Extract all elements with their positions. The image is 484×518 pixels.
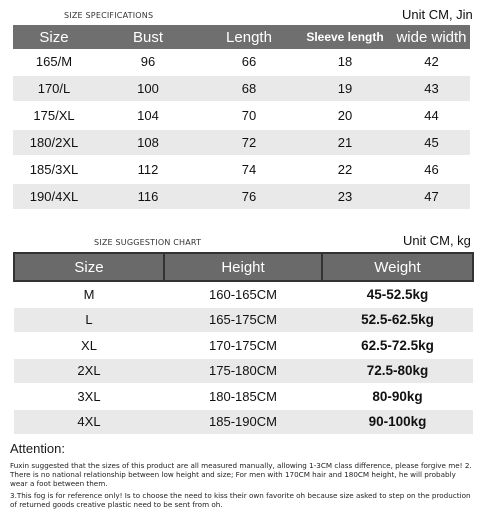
spec-cell-bust: 104: [95, 102, 201, 129]
spec-cell-bust: 108: [95, 129, 201, 156]
suggest-cell-size: L: [14, 307, 164, 333]
spec-cell-bust: 100: [95, 75, 201, 102]
suggest-cell-height: 180-185CM: [164, 384, 322, 410]
spec-cell-width: 43: [393, 75, 470, 102]
table-row: [13, 129, 470, 156]
suggest-header-size: Size: [14, 253, 164, 281]
attention-note-1: Fuxin suggested that the sizes of this product are all measured manually, allowing 1-3CM class difference, please forgive me! 2. There is no national relationship between low height and size; For men with 170CM hair and 180CM height, he will probably wear a foot between them.: [10, 461, 472, 488]
spec-unit-label: Unit CM, Jin: [402, 7, 473, 22]
spec-cell-length: 76: [201, 183, 297, 210]
size-specifications-table: [13, 25, 470, 211]
suggest-cell-size: XL: [14, 333, 164, 359]
spec-cell-width: 42: [393, 49, 470, 75]
spec-header-sleeve-length: Sleeve length: [297, 25, 393, 49]
spec-cell-size: 180/2XL: [13, 129, 95, 156]
suggest-cell-height: 170-175CM: [164, 333, 322, 359]
spec-cell-length: 66: [201, 49, 297, 75]
suggest-cell-weight: 45-52.5kg: [322, 281, 473, 307]
suggest-unit-label: Unit CM, kg: [403, 233, 471, 248]
suggest-cell-weight: 80-90kg: [322, 384, 473, 410]
spec-cell-size: 190/4XL: [13, 183, 95, 210]
table-row: [13, 49, 470, 75]
spec-header-length: Length: [201, 25, 297, 49]
spec-cell-size: 170/L: [13, 75, 95, 102]
spec-cell-size: 175/XL: [13, 102, 95, 129]
spec-header-bust: Bust: [95, 25, 201, 49]
suggest-cell-height: 185-190CM: [164, 409, 322, 435]
table-row: [13, 75, 470, 102]
spec-cell-sleeve: 20: [297, 102, 393, 129]
spec-cell-size: 165/M: [13, 49, 95, 75]
table-row: [14, 358, 473, 384]
table-row: [14, 333, 473, 359]
spec-cell-width: 46: [393, 156, 470, 183]
spec-cell-sleeve: 21: [297, 129, 393, 156]
table-row: [14, 281, 473, 307]
suggest-section-title: SIZE SUGGESTION CHART: [94, 238, 202, 247]
attention-heading: Attention:: [10, 441, 65, 456]
suggest-cell-weight: 72.5-80kg: [322, 358, 473, 384]
table-row: [13, 183, 470, 210]
table-row: [14, 384, 473, 410]
spec-header-size: Size: [13, 25, 95, 49]
suggest-cell-weight: 52.5-62.5kg: [322, 307, 473, 333]
attention-note-2: 3.This fog is for reference only! Is to choose the need to kiss their own favorite oh because size asked to step on the production of returned goods creative plastic need to be sent from oh.: [10, 491, 471, 509]
suggest-cell-weight: 62.5-72.5kg: [322, 333, 473, 359]
spec-header-row: [13, 25, 470, 49]
spec-cell-width: 45: [393, 129, 470, 156]
table-row: [13, 156, 470, 183]
suggest-cell-size: 3XL: [14, 384, 164, 410]
spec-cell-sleeve: 18: [297, 49, 393, 75]
size-suggestion-table: [13, 252, 474, 435]
spec-section-title: SIZE SPECIFICATIONS: [64, 11, 154, 20]
spec-cell-width: 44: [393, 102, 470, 129]
suggest-cell-height: 175-180CM: [164, 358, 322, 384]
spec-cell-sleeve: 22: [297, 156, 393, 183]
suggest-cell-size: 2XL: [14, 358, 164, 384]
spec-cell-bust: 96: [95, 49, 201, 75]
table-row: [14, 409, 473, 435]
suggest-cell-size: M: [14, 281, 164, 307]
suggest-header-height: Height: [164, 253, 322, 281]
suggest-header-row: [14, 253, 473, 281]
suggest-cell-height: 165-175CM: [164, 307, 322, 333]
suggest-cell-weight: 90-100kg: [322, 409, 473, 435]
suggest-header-weight: Weight: [322, 253, 473, 281]
spec-cell-length: 68: [201, 75, 297, 102]
spec-header-wide-width: wide width: [393, 25, 470, 49]
spec-cell-width: 47: [393, 183, 470, 210]
spec-cell-bust: 116: [95, 183, 201, 210]
spec-cell-sleeve: 19: [297, 75, 393, 102]
spec-cell-size: 185/3XL: [13, 156, 95, 183]
spec-cell-length: 72: [201, 129, 297, 156]
spec-cell-sleeve: 23: [297, 183, 393, 210]
table-row: [14, 307, 473, 333]
suggest-cell-height: 160-165CM: [164, 281, 322, 307]
spec-cell-bust: 112: [95, 156, 201, 183]
spec-cell-length: 74: [201, 156, 297, 183]
table-row: [13, 102, 470, 129]
suggest-cell-size: 4XL: [14, 409, 164, 435]
spec-cell-length: 70: [201, 102, 297, 129]
